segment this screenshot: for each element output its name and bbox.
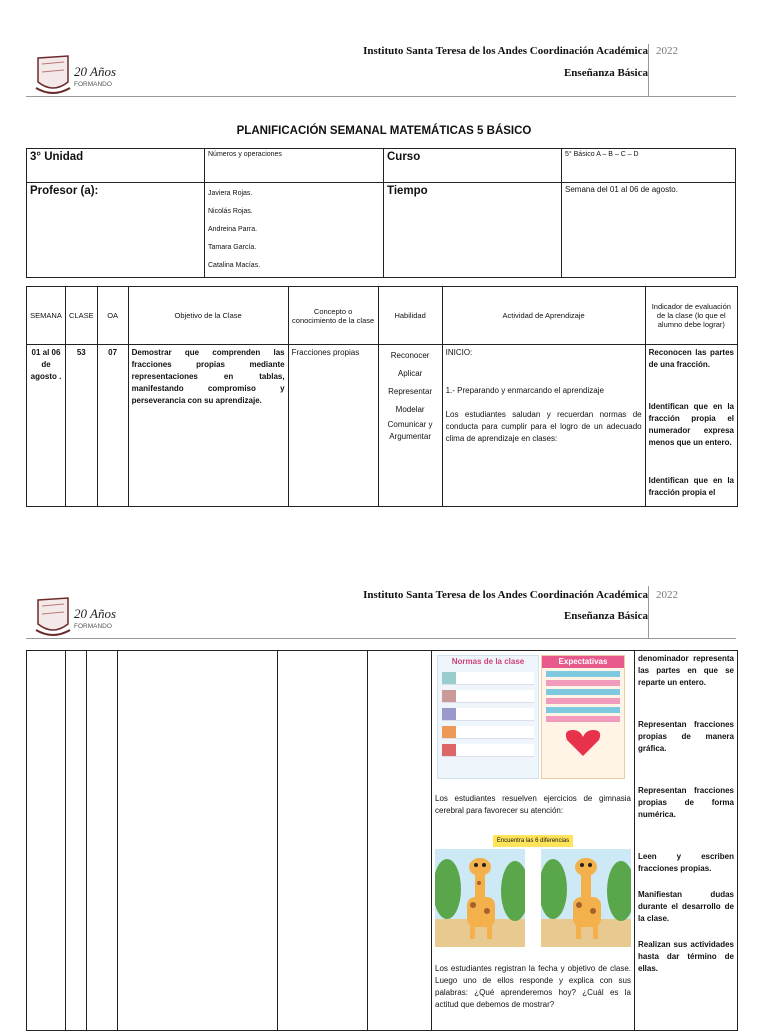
school-logo-icon [34,52,124,98]
cell-clase: 53 [66,345,98,507]
cell-objetivo: Demostrar que comprenden las fracciones propias mediante representaciones en tablas, manifestando compromiso y perseverancia con su aprendizaje. [128,345,288,507]
actividad-text: Los estudiantes saludan y recuerdan normas de conducta para cumplir para el logro de un adecuado clima de aprendizaje en clases: [445,410,642,443]
norma-line [442,672,534,685]
unidad-label: 3° Unidad [27,149,205,183]
tiempo-value: Semana del 01 al 06 de agosto. [562,183,736,278]
habilidad-item: Representar [388,387,433,396]
svg-text:FORMANDO: FORMANDO [74,623,112,630]
actividad-text: INICIO: [445,348,473,357]
header-clase: CLASE [66,287,98,345]
profesor-name: Tamara García. [208,244,257,251]
gimnasia-text: Los estudiantes resuelven ejercicios de gimnasia cerebral para favorecer su atención: [435,794,631,815]
page-2 [0,580,768,1024]
school-logo-icon [34,594,124,640]
cell-clase-empty [66,651,87,1031]
cell-objetivo-empty [118,651,278,1031]
header-rule [26,638,736,639]
header-concepto: Concepto o conocimiento de la clase [288,287,378,345]
cell-concepto-empty [278,651,368,1031]
registro-text: Los estudiantes registran la fecha y objetivo de clase. Luego uno de ellos responde y explica con sus palabras: ¿Qué aprenderemos hoy? ¿Cuál es la actitud que debemos de mostrar? [435,964,631,1009]
giraffe-picture-icon [541,849,631,947]
curso-value: 5° Básico A – B – C – D [562,149,736,183]
header-objetivo: Objetivo de la Clase [128,287,288,345]
curso-label: Curso [384,149,562,183]
cell-habilidad [378,345,442,507]
plan-table-continued [26,650,738,1031]
cell-indicador [635,651,738,1031]
indicador-text: denominador representa las partes en que se reparte un entero. [638,654,734,687]
profesor-label: Profesor (a): [27,183,205,278]
norma-line [442,708,534,721]
profesor-name: Javiera Rojas. [208,190,253,197]
profesor-name: Andreina Parra. [208,226,258,233]
header-indicador: Indicador de evaluación de la clase (lo que el alumno debe lograr) [645,287,737,345]
svg-text:FORMANDO: FORMANDO [74,81,112,88]
profesor-name: Catalina Macías. [208,262,261,269]
normas-panel [437,655,539,779]
cell-habilidad-empty [368,651,432,1031]
giraffe-picture-icon [435,849,525,947]
svg-text:20 Años: 20 Años [74,64,117,79]
indicador-text: Identifican que en la fracción propia el numerador expresa menos que un entero. [648,402,734,447]
cell-oa: 07 [97,345,128,507]
svg-text:20 Años: 20 Años [74,606,117,621]
normas-image [435,655,631,781]
norma-line [442,726,534,739]
cell-actividad [442,345,645,507]
indicador-text: Representan fracciones propias de manera gráfica. [638,720,734,753]
cell-indicador [645,345,737,507]
header-rule [26,96,736,97]
expectativas-title: Expectativas [542,656,624,668]
indicador-text: Reconocen las partes de una fracción. [648,348,734,369]
expectativas-panel [541,655,625,779]
level-label: Enseñanza Básica [563,67,648,79]
profesores-list [205,183,384,278]
cell-actividad [432,651,635,1031]
cell-oa-empty [87,651,118,1031]
indicador-text: Realizan sus actividades hasta dar término de ellas. [638,940,734,973]
info-table [26,148,736,278]
diferencias-title: Encuentra las 6 diferencias [493,835,573,847]
heart-icon [563,728,603,758]
header-semana: SEMANA [27,287,66,345]
institute-name: Instituto Santa Teresa de los Andes Coordinación Académica [363,45,648,57]
habilidad-item: Modelar [395,405,425,414]
header-actividad: Actividad de Aprendizaje [442,287,645,345]
year-label: 2022 [656,589,678,601]
habilidad-item: Reconocer [390,351,430,360]
indicador-text: Representan fracciones propias de forma numérica. [638,786,734,819]
habilidad-item: Aplicar [397,369,423,378]
habilidad-item: Comunicar y Argumentar [387,420,433,441]
document-title: PLANIFICACIÓN SEMANAL MATEMÁTICAS 5 BÁSICO [236,125,532,137]
year-label: 2022 [656,45,678,57]
header-habilidad: Habilidad [378,287,442,345]
indicador-text: Manifiestan dudas durante el desarrollo de la clase. [638,890,734,923]
cell-concepto: Fracciones propias [288,345,378,507]
normas-title: Normas de la clase [451,657,525,666]
header-divider [648,44,649,96]
indicador-text: Leen y escriben fracciones propias. [638,852,734,873]
cell-semana-empty [27,651,66,1031]
unidad-value: Números y operaciones [205,149,384,183]
institute-name: Instituto Santa Teresa de los Andes Coordinación Académica [363,589,648,601]
cell-semana: 01 al 06 de agosto . [27,345,66,507]
indicador-text: Identifican que en la fracción propia el [648,476,734,497]
diferencias-image [435,835,631,945]
header-divider [648,586,649,638]
profesor-name: Nicolás Rojas. [208,208,253,215]
level-label: Enseñanza Básica [563,610,648,622]
plan-table [26,286,738,507]
tiempo-label: Tiempo [384,183,562,278]
actividad-text: 1.- Preparando y enmarcando el aprendizaje [445,386,604,395]
norma-line [442,690,534,703]
norma-line [442,744,534,757]
header-oa: OA [97,287,128,345]
